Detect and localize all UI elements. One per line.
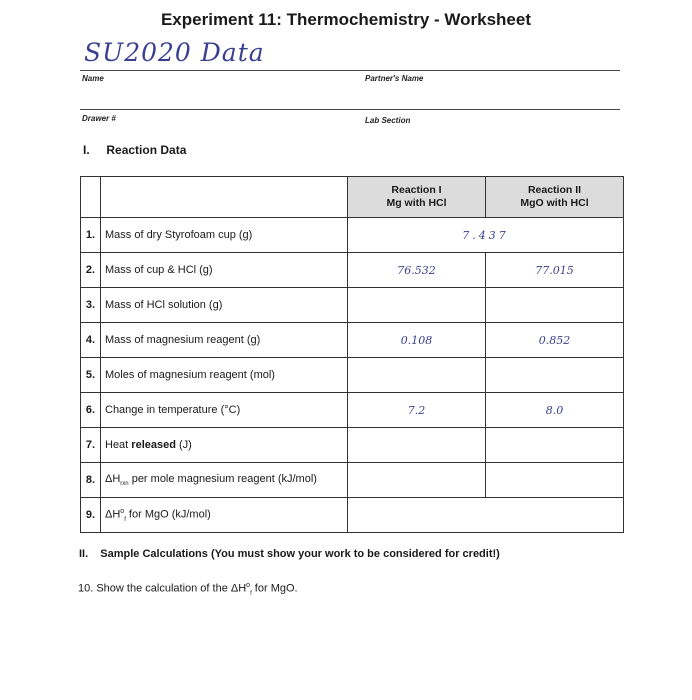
table-header-row [81,177,624,218]
table-row: 7. Heat released (J) [81,428,624,463]
section-1-number: I. [83,143,90,157]
header-reaction-1: Reaction I Mg with HCl [348,177,486,218]
row-label: Change in temperature (°C) [101,393,348,428]
section-1-heading [83,143,186,157]
row-label: Heat released (J) [101,428,348,463]
reaction-data-table [80,176,624,533]
row-label: $\Delta H_{rxn}$ per mole magnesium reagent (kJ/mol) [101,463,348,498]
row-label: $\Delta H^o_f$ for MgO (kJ/mol) [101,498,348,533]
row-label: Moles of magnesium reagent (mol) [101,358,348,393]
handwritten-name: SU2020 Data [84,38,265,67]
table-row: 4. Mass of magnesium reagent (g) 0.108 0.852 [81,323,624,358]
table-row: 9. $\Delta H^o_f$ for MgO (kJ/mol) [81,498,624,533]
drawer-label: Drawer # [82,114,116,123]
reaction-2-value[interactable] [486,463,624,498]
mgo-enthalpy-value[interactable] [348,498,624,533]
reaction-1-value[interactable] [348,463,486,498]
table-row: 1. Mass of dry Styrofoam cup (g) 7.437 [81,218,624,253]
reaction-1-value[interactable]: 7.2 [348,393,486,428]
reaction-1-value[interactable]: 76.532 [348,253,486,288]
reaction-1-value[interactable]: 0.108 [348,323,486,358]
section-2-heading [79,548,500,560]
partner-name-label: Partner's Name [365,74,424,83]
table-row: 5. Moles of magnesium reagent (mol) [81,358,624,393]
reaction-1-value[interactable] [348,428,486,463]
worksheet-title: Experiment 11: Thermochemistry - Worksheet [160,10,532,29]
section-2-number: II. [79,548,89,560]
question-10: 10. Show the calculation of the $\Delta H^o_f$ for MgO. [78,582,298,597]
table-row: 3. Mass of HCl solution (g) [81,288,624,323]
reaction-2-value[interactable]: 77.015 [486,253,624,288]
table-row: 2. Mass of cup & HCl (g) 76.532 77.015 [81,253,624,288]
table-row: 8. $\Delta H_{rxn}$ per mole magnesium reagent (kJ/mol) [81,463,624,498]
row-label: Mass of HCl solution (g) [101,288,348,323]
reaction-1-value[interactable] [348,288,486,323]
header-reaction-2: Reaction II MgO with HCl [486,177,624,218]
cup-mass-value[interactable]: 7.437 [348,218,624,253]
row-label: Mass of magnesium reagent (g) [101,323,348,358]
row-label: Mass of dry Styrofoam cup (g) [101,218,348,253]
reaction-2-value[interactable]: 8.0 [486,393,624,428]
section-2-title: Sample Calculations (You must show your work to be considered for credit!) [100,548,500,560]
reaction-2-value[interactable] [486,428,624,463]
reaction-2-value[interactable] [486,358,624,393]
row-label: Mass of cup & HCl (g) [101,253,348,288]
drawer-line [80,109,620,110]
reaction-2-value[interactable] [486,288,624,323]
name-label: Name [82,74,104,83]
section-1-title: Reaction Data [106,143,187,157]
table-row: 6. Change in temperature (°C) 7.2 8.0 [81,393,624,428]
name-line [80,70,620,71]
lab-section-label: Lab Section [365,116,411,125]
reaction-2-value[interactable]: 0.852 [486,323,624,358]
reaction-1-value[interactable] [348,358,486,393]
